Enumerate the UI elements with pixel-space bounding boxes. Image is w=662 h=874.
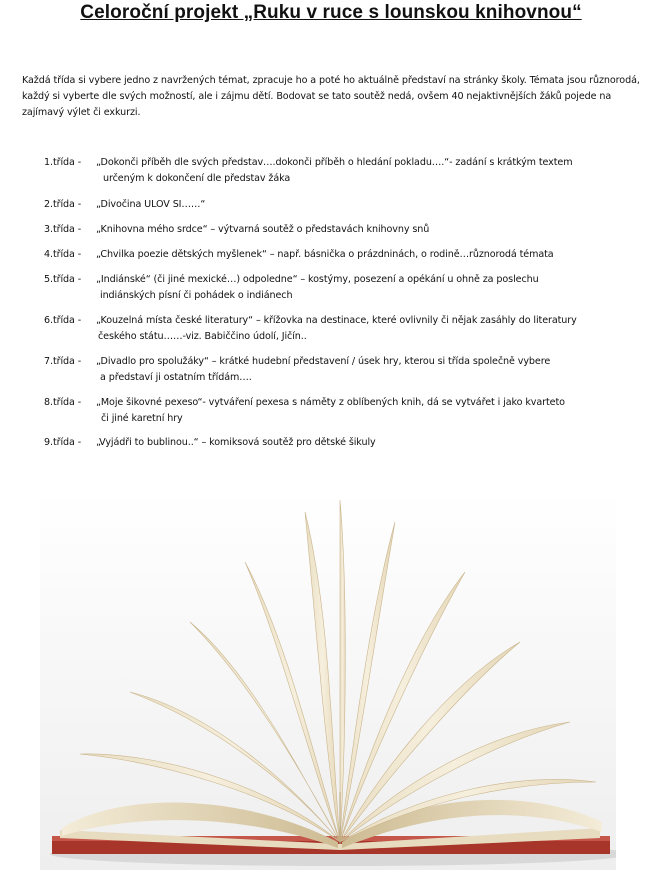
topic-line-1: „Kouzelná místa české literatury“ – křížovka na destinace, které ovlivnily či nějak zasáhly do literatury bbox=[96, 315, 577, 326]
topic-line-2: indiánských písní či pohádek o indiánech bbox=[100, 290, 293, 301]
class-number: 5.třída - bbox=[44, 274, 82, 285]
topic-line-1: „Dokonči příběh dle svých představ….dokonči příběh o hledání pokladu….“- zadání s krátkým textem bbox=[96, 157, 573, 168]
topic-line-2: určeným k dokončení dle představ žáka bbox=[103, 173, 291, 184]
topic-text bbox=[96, 435, 644, 451]
topic-line-2: a představí ji ostatním třídám…. bbox=[100, 372, 252, 383]
topic-text bbox=[96, 313, 644, 345]
topic-text bbox=[96, 197, 644, 213]
class-number: 7.třída - bbox=[44, 356, 82, 367]
topic-line-1: „Moje šikovné pexeso“- vytváření pexesa s náměty z oblíbených knih, dá se vytvářet i jako kvarteto bbox=[96, 397, 565, 408]
topic-text bbox=[96, 395, 644, 427]
class-number: 6.třída - bbox=[44, 315, 82, 326]
class-number: 9.třída - bbox=[44, 437, 82, 448]
class-number: 1.třída - bbox=[44, 157, 82, 168]
topic-text bbox=[96, 354, 644, 386]
topic-text bbox=[96, 155, 644, 187]
topic-line-1: „Chvilka poezie dětských myšlenek“ – např. básnička o prázdninách, o rodině…různorodá témata bbox=[96, 249, 554, 260]
class-number: 2.třída - bbox=[44, 199, 82, 210]
topic-text bbox=[96, 247, 644, 263]
topic-line-1: „Divadlo pro spolužáky“ – krátké hudební představení / úsek hry, kterou si třída společně vybere bbox=[96, 356, 551, 367]
topic-line-1: „Knihovna mého srdce“ – výtvarná soutěž o představách knihovny snů bbox=[96, 224, 430, 235]
book-svg bbox=[40, 492, 616, 870]
topic-text bbox=[96, 272, 644, 304]
class-number: 4.třída - bbox=[44, 249, 82, 260]
topic-line-2: českého státu……-viz. Babiččino údolí, Jičín.. bbox=[98, 331, 307, 342]
topic-line-1: „Vyjádři to bublinou..“ – komiksová soutěž pro dětské šikuly bbox=[96, 437, 376, 448]
topic-line-2: či jiné karetní hry bbox=[101, 413, 183, 424]
class-number: 8.třída - bbox=[44, 397, 82, 408]
topic-line-1: „Indiánské“ (či jiné mexické…) odpoledne“ – kostýmy, posezení a opékání u ohně za poslechu bbox=[96, 274, 539, 285]
topic-text bbox=[96, 222, 644, 238]
open-book-illustration bbox=[40, 492, 616, 870]
topic-line-1: „Divočina ULOV SI……“ bbox=[96, 199, 206, 210]
page-title: Celoroční projekt „Ruku v ruce s lounskou knihovnou“ bbox=[80, 2, 582, 23]
class-number: 3.třída - bbox=[44, 224, 82, 235]
intro-paragraph: Každá třída si vybere jedno z navržených témat, zpracuje ho a poté ho aktuálně představí na stránky školy. Témata jsou různorodá, každý si vyberte dle svých možností, ale i zájmu dětí. Bodovat se tato soutěž nedá, ovšem 40 nejaktivnějších žáků pojede na zajímavý výlet či exkurzi. bbox=[22, 75, 640, 118]
